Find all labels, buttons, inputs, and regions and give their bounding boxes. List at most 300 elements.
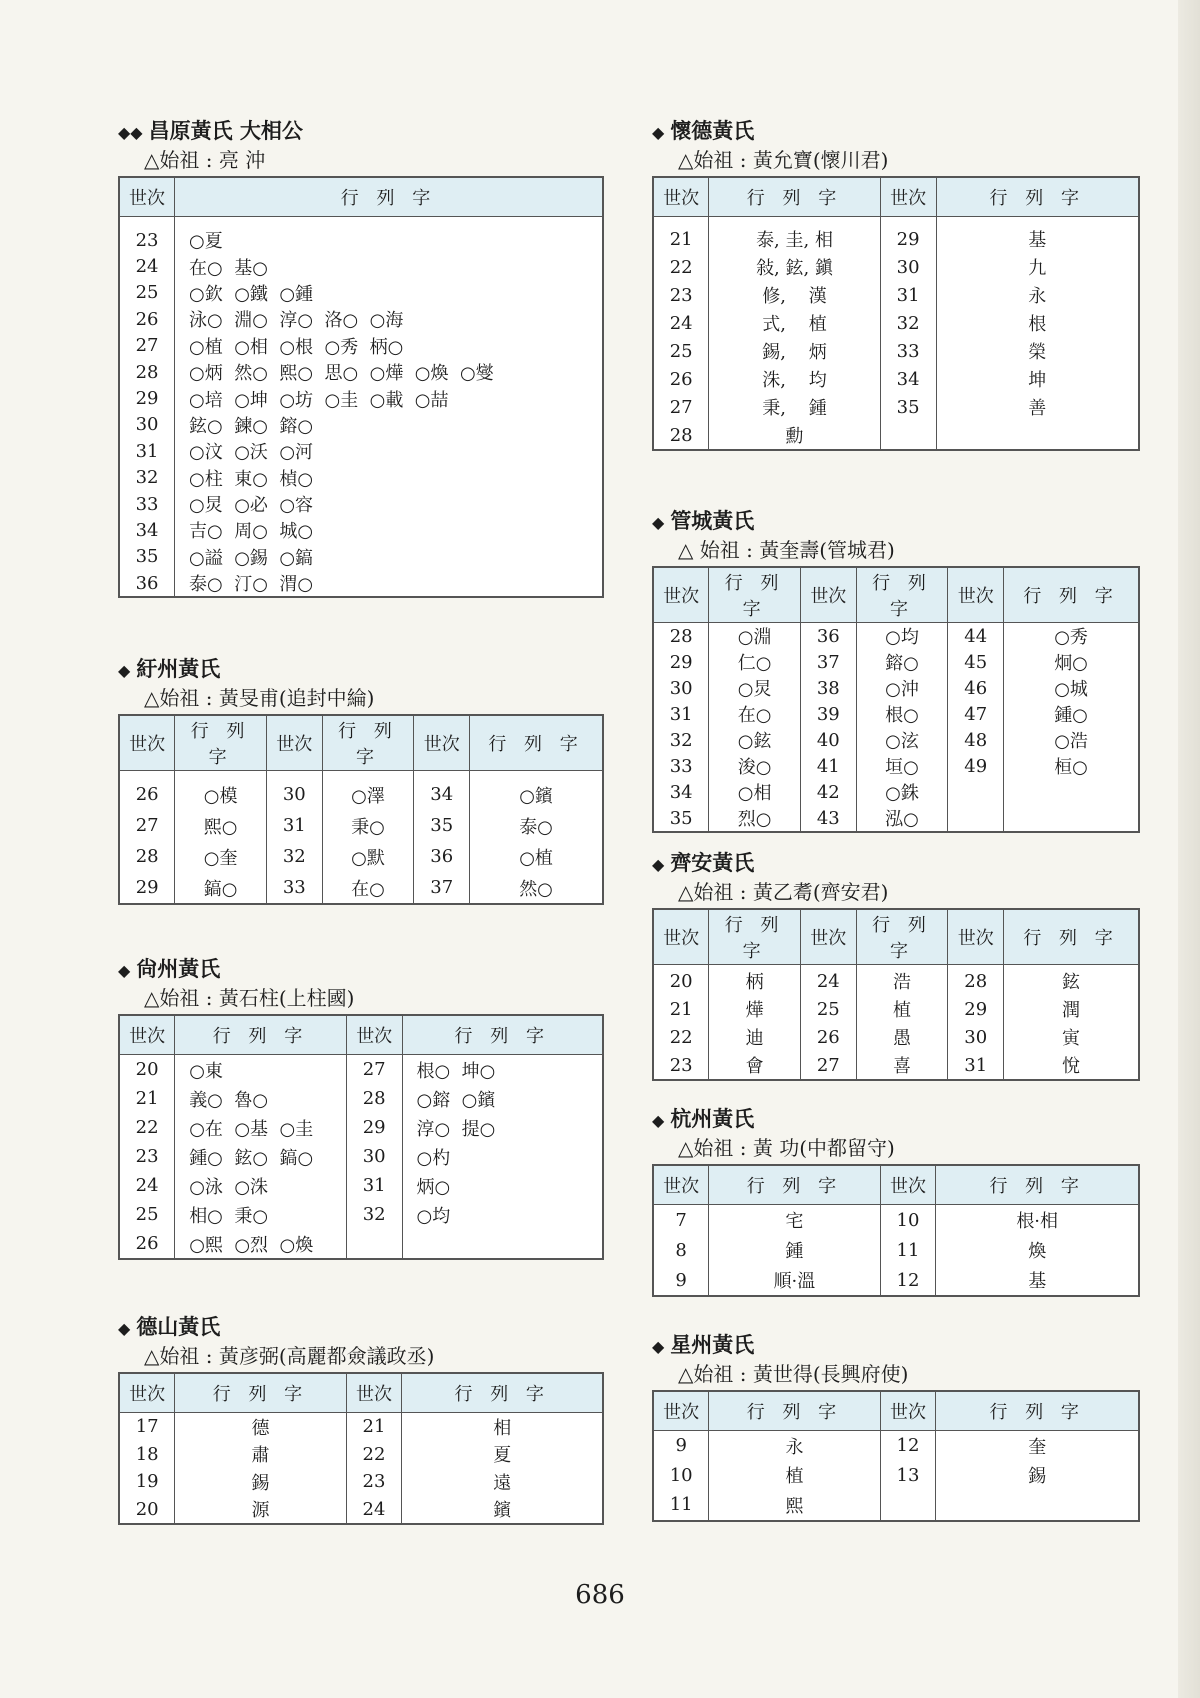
section-title-text: 星州黃氏 xyxy=(670,1332,755,1357)
generation-cell: 26 xyxy=(119,771,175,811)
generation-cell: 21 xyxy=(119,1084,175,1113)
generation-cell: 11 xyxy=(653,1490,709,1521)
column-header: 世次 xyxy=(653,567,709,623)
character-cell: ○東 xyxy=(175,1055,347,1085)
column-header: 行 列 字 xyxy=(322,715,414,771)
character-cell: 永 xyxy=(709,1431,880,1461)
character-cell: ○泳 ○洙 xyxy=(175,1171,347,1200)
column-header: 世次 xyxy=(346,1373,402,1413)
character-cell: 宅 xyxy=(709,1205,880,1236)
section-title xyxy=(652,506,1140,536)
generation-cell: 12 xyxy=(880,1265,936,1296)
generation-table xyxy=(652,176,1140,451)
character-cell: ○炅 ○必 ○容 xyxy=(189,495,314,517)
character-cell: 在○ xyxy=(322,872,414,904)
generation-cell: 18 xyxy=(119,1441,175,1469)
generation-cell: 17 xyxy=(119,1413,175,1441)
table-row xyxy=(119,517,603,543)
column-header: 世次 xyxy=(653,177,709,217)
diamond-icon: ◆ xyxy=(652,123,665,142)
column-header: 行 列 字 xyxy=(709,567,801,623)
character-cell: 泰○ 汀○ 渭○ xyxy=(189,574,314,596)
table-row xyxy=(653,1490,1139,1521)
character-cell: 鉉○ 鍊○ 鎔○ xyxy=(189,415,314,437)
generation-cell: 19 xyxy=(119,1468,175,1496)
character-cell: ○沖 xyxy=(856,675,948,701)
column-header: 行 列 字 xyxy=(175,1015,347,1055)
column-header: 行 列 字 xyxy=(856,909,948,965)
generation-cell: 32 xyxy=(119,465,175,491)
character-cell: 熙 xyxy=(709,1490,880,1521)
table-header-row xyxy=(653,567,1139,623)
character-cell: 順·溫 xyxy=(709,1265,880,1296)
generation-cell: 33 xyxy=(266,872,322,904)
character-cell: 愚 xyxy=(856,1023,948,1051)
column-header: 世次 xyxy=(414,715,470,771)
table-row xyxy=(653,965,1139,996)
character-cell: 在○ xyxy=(709,701,801,727)
character-cell: 寅 xyxy=(1062,1028,1081,1049)
table-row xyxy=(653,727,1139,753)
diamond-icon: ◆ xyxy=(118,661,131,680)
generation-cell: 27 xyxy=(119,810,175,841)
generation-cell: 48 xyxy=(948,727,1004,753)
table-row xyxy=(119,306,603,332)
column-header: 行 列 字 xyxy=(709,909,801,965)
character-cell: 泳○ 淵○ 淳○ 洛○ ○海 xyxy=(189,310,404,332)
table-row xyxy=(653,649,1139,675)
generation-cell: 20 xyxy=(119,1055,175,1085)
section-deoksan xyxy=(118,1312,604,1525)
character-cell: ○在 ○基 ○圭 xyxy=(175,1113,347,1142)
table-row xyxy=(119,412,603,438)
character-cell: 泓○ xyxy=(856,805,948,832)
generation-cell: 28 xyxy=(119,841,175,872)
section-title-text: 尙州黃氏 xyxy=(136,956,221,981)
column-header: 行 列 字 xyxy=(936,1165,1139,1205)
section-title-text: 昌原黃氏 大相公 xyxy=(148,118,303,143)
generation-cell: 35 xyxy=(880,393,936,421)
column-header: 行 列 字 xyxy=(470,715,603,771)
character-cell: 炳○ xyxy=(416,1176,451,1198)
generation-cell: 31 xyxy=(880,281,936,309)
table-row xyxy=(653,779,1139,805)
table-row xyxy=(653,309,1139,337)
table-row xyxy=(119,1496,603,1525)
section-title-text: 杭州黃氏 xyxy=(670,1106,755,1131)
generation-cell: 39 xyxy=(800,701,856,727)
table-row xyxy=(119,1142,603,1171)
character-cell: 坤 xyxy=(1028,370,1047,391)
generation-table xyxy=(652,566,1140,833)
character-cell: 源 xyxy=(175,1496,346,1525)
generation-cell: 29 xyxy=(346,1113,402,1142)
table-row xyxy=(119,1413,603,1441)
table-header-row xyxy=(653,1165,1139,1205)
generation-cell: 36 xyxy=(414,841,470,872)
generation-cell: 46 xyxy=(948,675,1004,701)
section-title xyxy=(118,954,604,984)
generation-cell: 10 xyxy=(653,1461,709,1491)
character-cell: 然○ xyxy=(519,878,553,900)
generation-cell: 32 xyxy=(880,309,936,337)
character-cell: 鍾 xyxy=(709,1235,880,1265)
character-cell: ○植 xyxy=(519,847,553,869)
table-row xyxy=(119,333,603,359)
character-cell: ○培 ○坤 ○坊 ○圭 ○載 ○喆 xyxy=(189,389,449,411)
generation-cell: 28 xyxy=(653,421,709,450)
generation-cell: 30 xyxy=(119,412,175,438)
generation-cell: 7 xyxy=(653,1205,709,1236)
table-row xyxy=(119,491,603,517)
generation-cell xyxy=(346,1229,402,1259)
table-row xyxy=(653,1051,1139,1080)
generation-cell: 45 xyxy=(948,649,1004,675)
generation-cell: 33 xyxy=(119,491,175,517)
character-cell: ○夏 xyxy=(189,231,223,253)
table-row xyxy=(119,1441,603,1469)
generation-cell: 24 xyxy=(653,309,709,337)
generation-cell: 31 xyxy=(266,810,322,841)
column-header: 世次 xyxy=(119,1373,175,1413)
character-cell: ○炅 xyxy=(709,675,801,701)
generation-cell: 34 xyxy=(880,365,936,393)
generation-cell: 23 xyxy=(653,281,709,309)
table-row xyxy=(653,1235,1139,1265)
table-header-row xyxy=(119,1015,603,1055)
character-cell: 相○ 秉○ xyxy=(175,1200,347,1229)
table-row xyxy=(653,701,1139,727)
character-cell: 仁○ xyxy=(709,649,801,675)
generation-cell: 20 xyxy=(119,1496,175,1525)
founder-line: △始祖 : 黃乙耈(齊安君) xyxy=(678,880,889,904)
character-cell: 炯○ xyxy=(1054,653,1088,674)
section-hangju xyxy=(652,1104,1140,1297)
table-row xyxy=(119,841,603,872)
column-header: 世次 xyxy=(653,1391,709,1431)
generation-cell: 24 xyxy=(119,1171,175,1200)
character-cell: 喜 xyxy=(856,1051,948,1080)
character-cell: ○淵 xyxy=(709,623,801,650)
table-row xyxy=(119,438,603,464)
generation-cell: 29 xyxy=(119,872,175,904)
column-header: 世次 xyxy=(119,715,175,771)
generation-cell: 43 xyxy=(800,805,856,832)
character-cell: 悅 xyxy=(1062,1056,1081,1077)
character-cell: ○模 xyxy=(175,771,267,811)
column-header: 行 列 字 xyxy=(175,1373,346,1413)
character-cell: 浩 xyxy=(856,965,948,996)
character-cell xyxy=(1004,805,1139,832)
generation-cell: 13 xyxy=(880,1461,936,1491)
generation-table xyxy=(118,714,604,905)
character-cell: ○鎔 ○鑌 xyxy=(416,1089,496,1111)
character-cell: 根·相 xyxy=(1016,1211,1059,1232)
generation-cell: 30 xyxy=(653,675,709,701)
column-header: 世次 xyxy=(948,567,1004,623)
table-row xyxy=(119,1084,603,1113)
column-header: 行 列 字 xyxy=(402,1373,603,1413)
generation-cell: 40 xyxy=(800,727,856,753)
section-title-text: 齊安黃氏 xyxy=(670,850,755,875)
table-row xyxy=(119,253,603,279)
character-cell: ○澤 xyxy=(322,771,414,811)
character-cell: ○鑌 xyxy=(519,785,553,807)
character-cell: ○城 xyxy=(1054,679,1088,700)
generation-cell: 30 xyxy=(880,253,936,281)
generation-cell: 27 xyxy=(346,1055,402,1085)
table-row xyxy=(653,753,1139,779)
table-row xyxy=(653,1431,1139,1461)
table-row xyxy=(653,217,1139,254)
character-cell: 泰○ xyxy=(519,816,553,838)
character-cell: ○欽 ○鐵 ○鍾 xyxy=(189,283,314,305)
generation-cell: 22 xyxy=(346,1441,402,1469)
generation-cell: 26 xyxy=(653,365,709,393)
character-cell: ○汶 ○沃 ○河 xyxy=(189,442,314,464)
column-header: 行 列 字 xyxy=(1004,909,1139,965)
generation-cell: 29 xyxy=(948,995,1004,1023)
generation-table xyxy=(118,1372,604,1525)
section-title-text: 懷德黃氏 xyxy=(670,118,755,143)
character-cell: 相 xyxy=(493,1417,512,1439)
generation-cell xyxy=(880,1490,936,1521)
generation-cell: 8 xyxy=(653,1235,709,1265)
character-cell: 鍾○ 鉉○ 鎬○ xyxy=(175,1142,347,1171)
founder-line: △始祖 : 黃世得(長興府使) xyxy=(678,1362,909,1386)
generation-cell: 41 xyxy=(800,753,856,779)
generation-table xyxy=(118,1014,604,1260)
generation-cell: 23 xyxy=(119,217,175,254)
character-cell: 泰, 圭, 相 xyxy=(709,217,880,254)
generation-cell: 37 xyxy=(414,872,470,904)
character-cell: 敍, 鉉, 鎭 xyxy=(709,253,880,281)
generation-cell: 34 xyxy=(119,517,175,543)
table-row xyxy=(653,1265,1139,1296)
character-cell: 烈○ xyxy=(709,805,801,832)
generation-cell: 21 xyxy=(653,217,709,254)
founder-line: △始祖 : 黃石柱(上柱國) xyxy=(144,986,355,1010)
character-cell xyxy=(936,421,1139,450)
generation-cell: 26 xyxy=(119,1229,175,1259)
section-title xyxy=(118,116,604,146)
table-header-row xyxy=(653,909,1139,965)
character-cell: 肅 xyxy=(175,1441,346,1469)
table-header-row xyxy=(119,715,603,771)
character-cell: 善 xyxy=(1028,398,1047,419)
section-yuju xyxy=(118,654,604,905)
character-cell: 垣○ xyxy=(856,753,948,779)
generation-cell: 34 xyxy=(653,779,709,805)
generation-table xyxy=(118,176,604,598)
generation-cell: 10 xyxy=(880,1205,936,1236)
column-header: 行 列 字 xyxy=(709,1165,880,1205)
section-jean xyxy=(652,848,1140,1081)
founder-line: △ 始祖 : 黃奎壽(管城君) xyxy=(678,538,895,562)
generation-cell: 34 xyxy=(414,771,470,811)
generation-cell: 30 xyxy=(266,771,322,811)
table-row xyxy=(119,359,603,385)
generation-cell: 29 xyxy=(119,385,175,411)
table-row xyxy=(119,1200,603,1229)
generation-cell: 25 xyxy=(653,337,709,365)
generation-cell xyxy=(948,805,1004,832)
character-cell: 柄 xyxy=(709,965,801,996)
generation-cell: 27 xyxy=(119,333,175,359)
generation-cell: 37 xyxy=(800,649,856,675)
character-cell: ○浩 xyxy=(1054,731,1088,752)
table-row xyxy=(119,217,603,254)
section-title xyxy=(652,1104,1140,1134)
generation-cell: 32 xyxy=(266,841,322,872)
table-row xyxy=(653,337,1139,365)
table-row xyxy=(119,1468,603,1496)
generation-cell: 25 xyxy=(119,280,175,306)
generation-cell: 28 xyxy=(948,965,1004,996)
generation-cell: 28 xyxy=(653,623,709,650)
section-changwon xyxy=(118,116,604,598)
character-cell: 熙○ xyxy=(175,810,267,841)
character-cell: 迪 xyxy=(709,1023,801,1051)
generation-cell: 29 xyxy=(653,649,709,675)
diamond-icon: ◆◆ xyxy=(118,123,143,142)
generation-cell: 25 xyxy=(119,1200,175,1229)
column-header: 行 列 字 xyxy=(936,1391,1139,1431)
column-header: 世次 xyxy=(119,1015,175,1055)
table-row xyxy=(119,280,603,306)
table-row xyxy=(653,623,1139,650)
generation-cell xyxy=(948,779,1004,805)
character-cell: ○鉉 xyxy=(709,727,801,753)
section-title xyxy=(652,848,1140,878)
character-cell: 夏 xyxy=(493,1445,512,1467)
character-cell: 錫, 炳 xyxy=(709,337,880,365)
character-cell: 植 xyxy=(856,995,948,1023)
generation-cell: 25 xyxy=(800,995,856,1023)
character-cell: 在○ 基○ xyxy=(189,257,268,279)
table-row xyxy=(119,570,603,597)
founder-line: △始祖 : 黃 功(中都留守) xyxy=(678,1136,895,1160)
character-cell: 吉○ 周○ 城○ xyxy=(189,521,314,543)
column-header: 世次 xyxy=(653,1165,709,1205)
character-cell: 永 xyxy=(1028,286,1047,307)
character-cell: 秉, 鍾 xyxy=(709,393,880,421)
character-cell: ○奎 xyxy=(175,841,267,872)
character-cell: ○謚 ○錫 ○鎬 xyxy=(189,547,314,569)
column-header: 世次 xyxy=(653,909,709,965)
character-cell: ○均 xyxy=(856,623,948,650)
generation-cell xyxy=(880,421,936,450)
character-cell: 潤 xyxy=(1062,1000,1081,1021)
generation-table xyxy=(652,1164,1140,1297)
page-number: 686 xyxy=(575,1580,625,1610)
founder-line: △始祖 : 黃允寶(懷川君) xyxy=(678,148,889,172)
generation-cell: 33 xyxy=(653,753,709,779)
diamond-icon: ◆ xyxy=(652,513,665,532)
character-cell xyxy=(1004,779,1139,805)
table-row xyxy=(119,810,603,841)
character-cell: 錫 xyxy=(1028,1466,1047,1488)
column-header: 行 列 字 xyxy=(175,715,267,771)
table-header-row xyxy=(119,177,603,217)
column-header: 世次 xyxy=(119,177,175,217)
generation-cell: 31 xyxy=(346,1171,402,1200)
character-cell: ○相 xyxy=(709,779,801,805)
founder-line: △始祖 : 黃彦弼(高麗都僉議政丞) xyxy=(144,1344,435,1368)
generation-cell: 32 xyxy=(346,1200,402,1229)
column-header: 行 列 字 xyxy=(709,1391,880,1431)
character-cell: 義○ 魯○ xyxy=(175,1084,347,1113)
character-cell: 修, 漢 xyxy=(709,281,880,309)
generation-cell: 23 xyxy=(653,1051,709,1080)
generation-cell: 31 xyxy=(119,438,175,464)
column-header: 世次 xyxy=(346,1015,402,1055)
character-cell: ○泫 xyxy=(856,727,948,753)
generation-cell: 31 xyxy=(948,1051,1004,1080)
column-header: 行 列 字 xyxy=(709,177,880,217)
character-cell: ○植 ○相 ○根 ○秀 柄○ xyxy=(189,336,404,358)
section-title xyxy=(118,1312,604,1342)
column-header: 世次 xyxy=(880,177,936,217)
character-cell: 秉○ xyxy=(322,810,414,841)
generation-cell: 23 xyxy=(346,1468,402,1496)
table-row xyxy=(653,1461,1139,1491)
generation-cell: 35 xyxy=(653,805,709,832)
character-cell: 根○ xyxy=(856,701,948,727)
character-cell: 鑌 xyxy=(493,1500,512,1522)
founder-line: △始祖 : 黃旻甫(追封中綸) xyxy=(144,686,375,710)
table-row xyxy=(653,421,1139,450)
character-cell: 鎬○ xyxy=(175,872,267,904)
table-row xyxy=(653,995,1139,1023)
table-row xyxy=(653,281,1139,309)
table-row xyxy=(119,544,603,570)
character-cell xyxy=(402,1229,603,1259)
section-title xyxy=(652,116,1140,146)
generation-cell: 27 xyxy=(800,1051,856,1080)
character-cell: 洙, 均 xyxy=(709,365,880,393)
character-cell: 會 xyxy=(709,1051,801,1080)
character-cell: 鎔○ xyxy=(856,649,948,675)
generation-cell: 49 xyxy=(948,753,1004,779)
section-title-text: 管城黃氏 xyxy=(670,508,755,533)
generation-cell: 36 xyxy=(800,623,856,650)
table-header-row xyxy=(653,177,1139,217)
section-title xyxy=(118,654,604,684)
character-cell: ○杓 xyxy=(416,1147,451,1169)
generation-cell: 24 xyxy=(346,1496,402,1525)
table-row xyxy=(119,385,603,411)
character-cell: 錫 xyxy=(175,1468,346,1496)
character-cell: 燁 xyxy=(709,995,801,1023)
generation-cell: 27 xyxy=(653,393,709,421)
character-cell: 九 xyxy=(1028,258,1047,279)
generation-cell: 47 xyxy=(948,701,1004,727)
character-cell: ○均 xyxy=(416,1205,451,1227)
character-cell: 淳○ 提○ xyxy=(416,1118,496,1140)
diamond-icon: ◆ xyxy=(118,1319,131,1338)
section-gwanseong xyxy=(652,506,1140,833)
column-header: 行 列 字 xyxy=(936,177,1139,217)
generation-cell: 20 xyxy=(653,965,709,996)
table-row xyxy=(653,1205,1139,1236)
column-header: 行 列 字 xyxy=(856,567,948,623)
character-cell: 遠 xyxy=(493,1472,512,1494)
generation-cell: 28 xyxy=(119,359,175,385)
character-cell: ○熙 ○烈 ○煥 xyxy=(175,1229,347,1259)
generation-cell: 26 xyxy=(119,306,175,332)
generation-cell: 23 xyxy=(119,1142,175,1171)
